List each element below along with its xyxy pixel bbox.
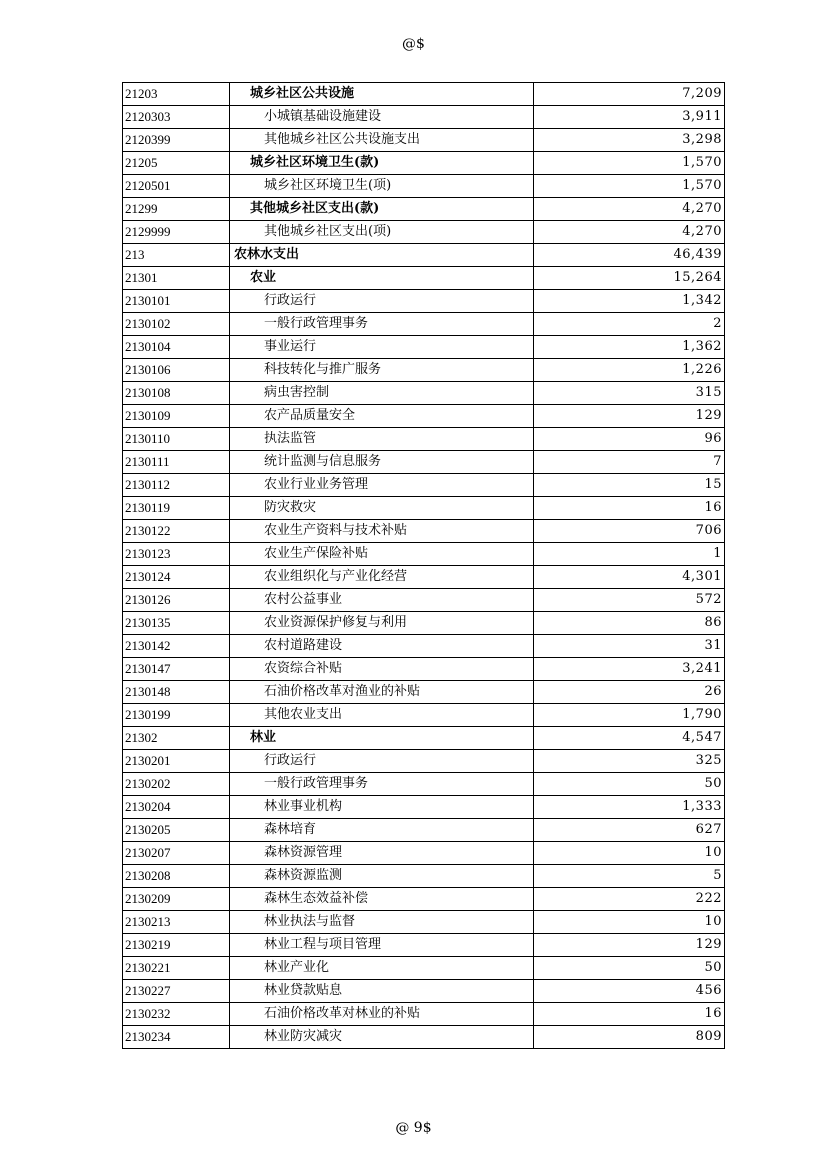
account-code-cell: 2130227 — [123, 980, 230, 1003]
table-row — [123, 819, 725, 842]
account-name-cell: 农业生产资料与技术补贴 — [230, 520, 534, 543]
amount-cell: 1,570 — [534, 175, 725, 198]
table-row — [123, 957, 725, 980]
account-name-cell: 病虫害控制 — [230, 382, 534, 405]
table-row — [123, 244, 725, 267]
amount-cell: 31 — [534, 635, 725, 658]
budget-table-body — [123, 83, 725, 1049]
account-name-cell: 林业贷款贴息 — [230, 980, 534, 1003]
table-row — [123, 635, 725, 658]
account-code-cell: 2130147 — [123, 658, 230, 681]
table-row — [123, 336, 725, 359]
account-name-cell: 林业产业化 — [230, 957, 534, 980]
amount-cell: 96 — [534, 428, 725, 451]
account-name-cell: 森林培育 — [230, 819, 534, 842]
amount-cell: 2 — [534, 313, 725, 336]
table-row — [123, 359, 725, 382]
amount-cell: 50 — [534, 957, 725, 980]
account-code-cell: 2130209 — [123, 888, 230, 911]
budget-table — [122, 82, 725, 1049]
account-name-cell: 事业运行 — [230, 336, 534, 359]
account-name-cell: 农业生产保险补贴 — [230, 543, 534, 566]
account-code-cell: 2130109 — [123, 405, 230, 428]
table-row — [123, 911, 725, 934]
amount-cell: 1,362 — [534, 336, 725, 359]
table-row — [123, 727, 725, 750]
account-name-cell: 农村道路建设 — [230, 635, 534, 658]
account-name-cell: 林业 — [230, 727, 534, 750]
account-name-cell: 其他城乡社区公共设施支出 — [230, 129, 534, 152]
table-row — [123, 1026, 725, 1049]
table-row — [123, 497, 725, 520]
account-name-cell: 行政运行 — [230, 750, 534, 773]
account-code-cell: 2130207 — [123, 842, 230, 865]
amount-cell: 572 — [534, 589, 725, 612]
account-code-cell: 2130204 — [123, 796, 230, 819]
account-name-cell: 林业执法与监督 — [230, 911, 534, 934]
table-row — [123, 980, 725, 1003]
page-number: @ 9$ — [395, 1120, 432, 1136]
amount-cell: 456 — [534, 980, 725, 1003]
account-name-cell: 石油价格改革对林业的补贴 — [230, 1003, 534, 1026]
table-row — [123, 267, 725, 290]
account-code-cell: 2130122 — [123, 520, 230, 543]
account-code-cell: 21205 — [123, 152, 230, 175]
amount-cell: 3,911 — [534, 106, 725, 129]
amount-cell: 15 — [534, 474, 725, 497]
table-row — [123, 934, 725, 957]
amount-cell: 1,342 — [534, 290, 725, 313]
table-row — [123, 106, 725, 129]
amount-cell: 10 — [534, 842, 725, 865]
account-name-cell: 农业资源保护修复与利用 — [230, 612, 534, 635]
account-code-cell: 2130119 — [123, 497, 230, 520]
account-name-cell: 森林生态效益补偿 — [230, 888, 534, 911]
account-code-cell: 2130112 — [123, 474, 230, 497]
account-code-cell: 2130106 — [123, 359, 230, 382]
amount-cell: 50 — [534, 773, 725, 796]
account-name-cell: 林业工程与项目管理 — [230, 934, 534, 957]
account-name-cell: 林业防灾减灾 — [230, 1026, 534, 1049]
account-name-cell: 一般行政管理事务 — [230, 773, 534, 796]
account-code-cell: 2130123 — [123, 543, 230, 566]
table-row — [123, 796, 725, 819]
table-row — [123, 221, 725, 244]
account-code-cell: 2130142 — [123, 635, 230, 658]
amount-cell: 1,570 — [534, 152, 725, 175]
account-code-cell: 2130124 — [123, 566, 230, 589]
account-code-cell: 2130234 — [123, 1026, 230, 1049]
account-code-cell: 2129999 — [123, 221, 230, 244]
account-code-cell: 2130126 — [123, 589, 230, 612]
amount-cell: 315 — [534, 382, 725, 405]
account-name-cell: 石油价格改革对渔业的补贴 — [230, 681, 534, 704]
account-name-cell: 农业组织化与产业化经营 — [230, 566, 534, 589]
account-code-cell: 2130104 — [123, 336, 230, 359]
amount-cell: 86 — [534, 612, 725, 635]
table-row — [123, 428, 725, 451]
table-row — [123, 681, 725, 704]
account-code-cell: 2130108 — [123, 382, 230, 405]
amount-cell: 325 — [534, 750, 725, 773]
account-code-cell: 21299 — [123, 198, 230, 221]
account-code-cell: 2130102 — [123, 313, 230, 336]
account-code-cell: 2130221 — [123, 957, 230, 980]
amount-cell: 129 — [534, 405, 725, 428]
account-name-cell: 科技转化与推广服务 — [230, 359, 534, 382]
amount-cell: 16 — [534, 1003, 725, 1026]
amount-cell: 1,226 — [534, 359, 725, 382]
table-row — [123, 83, 725, 106]
amount-cell: 7,209 — [534, 83, 725, 106]
table-row — [123, 750, 725, 773]
account-name-cell: 林业事业机构 — [230, 796, 534, 819]
page-header-mark: @$ — [402, 36, 425, 52]
table-row — [123, 198, 725, 221]
table-row — [123, 520, 725, 543]
amount-cell: 46,439 — [534, 244, 725, 267]
account-code-cell: 2130213 — [123, 911, 230, 934]
amount-cell: 1 — [534, 543, 725, 566]
amount-cell: 4,270 — [534, 221, 725, 244]
account-name-cell: 一般行政管理事务 — [230, 313, 534, 336]
amount-cell: 4,270 — [534, 198, 725, 221]
table-row — [123, 152, 725, 175]
account-name-cell: 其他农业支出 — [230, 704, 534, 727]
account-code-cell: 2130101 — [123, 290, 230, 313]
amount-cell: 129 — [534, 934, 725, 957]
table-row — [123, 290, 725, 313]
table-row — [123, 175, 725, 198]
table-row — [123, 474, 725, 497]
table-row — [123, 382, 725, 405]
account-name-cell: 防灾救灾 — [230, 497, 534, 520]
table-row — [123, 313, 725, 336]
amount-cell: 7 — [534, 451, 725, 474]
table-row — [123, 589, 725, 612]
account-code-cell: 2130148 — [123, 681, 230, 704]
table-row — [123, 129, 725, 152]
table-row — [123, 543, 725, 566]
table-row — [123, 612, 725, 635]
account-name-cell: 农资综合补贴 — [230, 658, 534, 681]
table-row — [123, 865, 725, 888]
account-code-cell: 2130135 — [123, 612, 230, 635]
account-code-cell: 2120501 — [123, 175, 230, 198]
account-name-cell: 小城镇基础设施建设 — [230, 106, 534, 129]
amount-cell: 4,301 — [534, 566, 725, 589]
table-row — [123, 451, 725, 474]
table-row — [123, 842, 725, 865]
account-name-cell: 森林资源管理 — [230, 842, 534, 865]
account-name-cell: 农业 — [230, 267, 534, 290]
amount-cell: 809 — [534, 1026, 725, 1049]
account-name-cell: 其他城乡社区支出(项) — [230, 221, 534, 244]
account-code-cell: 2130205 — [123, 819, 230, 842]
account-name-cell: 城乡社区环境卫生(项) — [230, 175, 534, 198]
account-code-cell: 2120303 — [123, 106, 230, 129]
amount-cell: 4,547 — [534, 727, 725, 750]
account-code-cell: 21302 — [123, 727, 230, 750]
account-code-cell: 2130232 — [123, 1003, 230, 1026]
amount-cell: 222 — [534, 888, 725, 911]
account-code-cell: 2130219 — [123, 934, 230, 957]
table-row — [123, 773, 725, 796]
account-code-cell: 2130110 — [123, 428, 230, 451]
table-row — [123, 405, 725, 428]
account-code-cell: 213 — [123, 244, 230, 267]
account-name-cell: 统计监测与信息服务 — [230, 451, 534, 474]
amount-cell: 1,333 — [534, 796, 725, 819]
amount-cell: 3,298 — [534, 129, 725, 152]
table-row — [123, 704, 725, 727]
account-code-cell: 2130199 — [123, 704, 230, 727]
account-name-cell: 农产品质量安全 — [230, 405, 534, 428]
account-code-cell: 2130201 — [123, 750, 230, 773]
account-code-cell: 21301 — [123, 267, 230, 290]
table-row — [123, 888, 725, 911]
account-name-cell: 行政运行 — [230, 290, 534, 313]
account-code-cell: 2120399 — [123, 129, 230, 152]
amount-cell: 15,264 — [534, 267, 725, 290]
amount-cell: 3,241 — [534, 658, 725, 681]
account-code-cell: 21203 — [123, 83, 230, 106]
account-name-cell: 城乡社区环境卫生(款) — [230, 152, 534, 175]
table-row — [123, 566, 725, 589]
account-name-cell: 农村公益事业 — [230, 589, 534, 612]
table-row — [123, 658, 725, 681]
account-code-cell: 2130111 — [123, 451, 230, 474]
amount-cell: 16 — [534, 497, 725, 520]
account-name-cell: 森林资源监测 — [230, 865, 534, 888]
account-name-cell: 农林水支出 — [230, 244, 534, 267]
amount-cell: 627 — [534, 819, 725, 842]
table-row — [123, 1003, 725, 1026]
amount-cell: 706 — [534, 520, 725, 543]
account-name-cell: 城乡社区公共设施 — [230, 83, 534, 106]
account-code-cell: 2130202 — [123, 773, 230, 796]
account-name-cell: 执法监管 — [230, 428, 534, 451]
amount-cell: 26 — [534, 681, 725, 704]
amount-cell: 5 — [534, 865, 725, 888]
account-name-cell: 农业行业业务管理 — [230, 474, 534, 497]
amount-cell: 1,790 — [534, 704, 725, 727]
account-code-cell: 2130208 — [123, 865, 230, 888]
amount-cell: 10 — [534, 911, 725, 934]
account-name-cell: 其他城乡社区支出(款) — [230, 198, 534, 221]
